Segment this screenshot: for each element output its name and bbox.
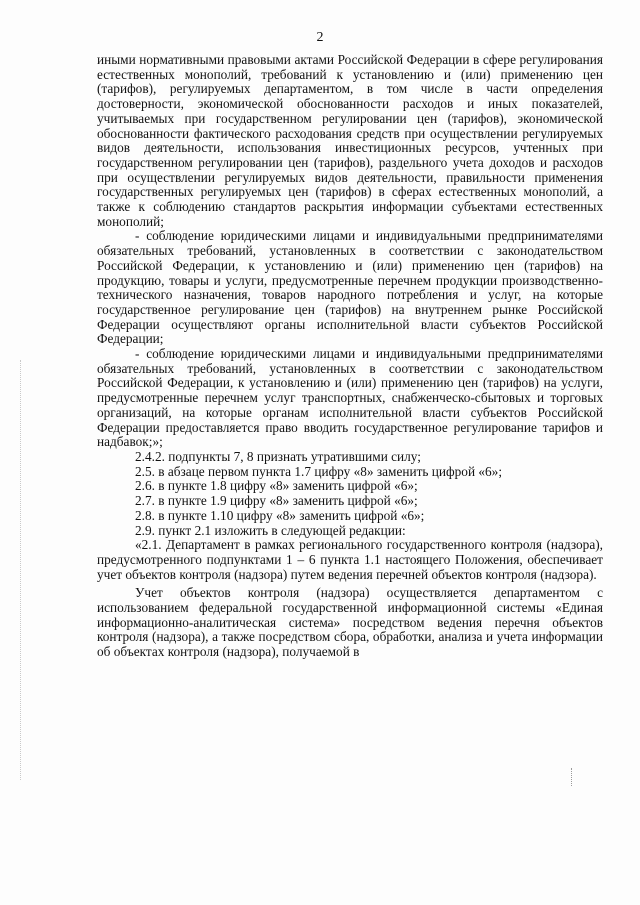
- paragraph-item-2-8: 2.8. в пункте 1.10 цифру «8» заменить цифрой «6»;: [135, 507, 425, 523]
- page-number: 2: [316, 30, 324, 45]
- scan-margin-artifact: [20, 360, 23, 780]
- paragraph-item-2-6: 2.6. в пункте 1.8 цифру «8» заменить цифрой «6»;: [135, 478, 418, 494]
- paragraph-item-2-5: 2.5. в абзаце первом пункта 1.7 цифру «8» заменить цифрой «6»;: [135, 463, 503, 479]
- paragraph-bullet-2: - соблюдение юридическими лицами и индивидуальными предпринимателями обязательных требований, установленных в соответствии с законодательством Российской Федерации, к установлению и (или) применению цен (тарифов) на услуги, предусмотренные перечнем услуг транспортных, снабженческо-сбытовых и торговых организаций, на которые органам исполнительной власти субъектов Российской Федерации предоставляется право вводить государственное регулирование тарифов и надбавок;»;: [97, 346, 603, 450]
- paragraph-new-2-1: «2.1. Департамент в рамках регионального государственного контроля (надзора), предусмотренного подпунктами 1 – 6 пункта 1.1 настоящего Положения, обеспечивает учет объектов контроля (надзора) путем ведения перечней объектов контроля (надзора).: [97, 537, 603, 582]
- paragraph-continuation: иными нормативными правовыми актами Российской Федерации в сфере регулирования естественных монополий, требований к установлению и (или) применению цен (тарифов), регулируемых департаментом, в том числе в части определения достоверности, экономической обоснованности расходов и иных показателей, учитываемых при государственном регулировании цен (тарифов), экономической обоснованности фактического расходования средств при осуществлении регулируемых видов деятельности, использования инвестиционных ресурсов, учтенных при государственном регулировании цен (тарифов), раздельного учета доходов и расходов при осуществлении регулируемых видов деятельности, правильности применения государственных регулируемых цен (тарифов) в сферах естественных монополий, а также к соблюдению стандартов раскрытия информации субъектами естественных монополий;: [97, 52, 603, 229]
- document-body: [97, 53, 603, 660]
- scan-mark-artifact: [571, 768, 574, 786]
- paragraph-item-2-7: 2.7. в пункте 1.9 цифру «8» заменить цифрой «6»;: [135, 493, 418, 509]
- paragraph-item-2-9: 2.9. пункт 2.1 изложить в следующей редакции:: [135, 522, 406, 538]
- paragraph-bullet-1: - соблюдение юридическими лицами и индивидуальными предпринимателями обязательных требований, установленных в соответствии с законодательством Российской Федерации, к установлению и (или) применению цен (тарифов) на продукцию, товары и услуги, предусмотренные перечнем продукции производственно-технического назначения, товаров народного потребления и услуг, на которые государственное регулирование цен (тарифов) на внутреннем рынке Российской Федерации осуществляют органы исполнительной власти субъектов Российской Федерации;: [97, 228, 603, 347]
- paragraph-accounting: Учет объектов контроля (надзора) осуществляется департаментом с использованием федеральной государственной информационной системы «Единая информационно-аналитическая система» посредством ведения перечня объектов контроля (надзора), а также посредством сбора, обработки, анализа и учета информации об объектах контроля (надзора), получаемой в: [97, 585, 603, 660]
- paragraph-item-2-4-2: 2.4.2. подпункты 7, 8 признать утратившими силу;: [135, 448, 421, 464]
